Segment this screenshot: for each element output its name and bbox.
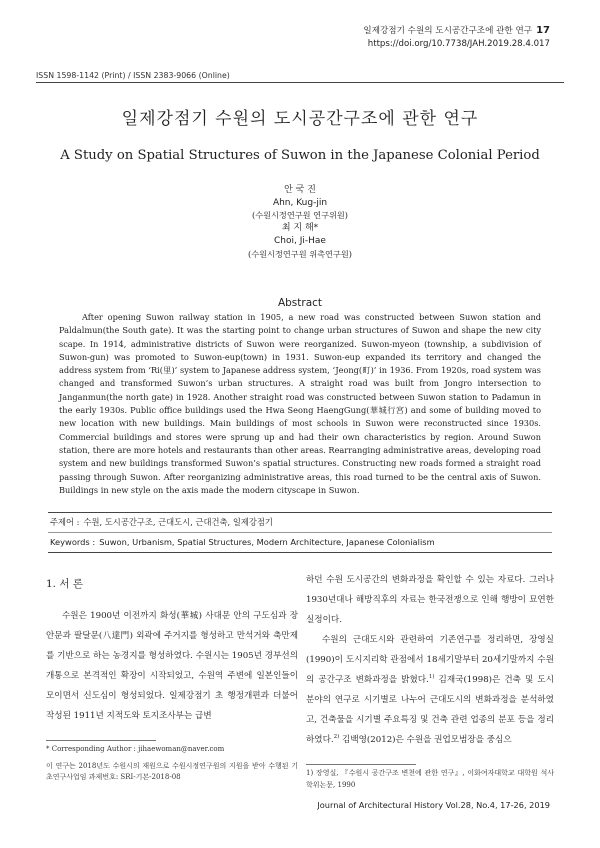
doi-link[interactable]: https://doi.org/10.7738/JAH.2019.28.4.017: [367, 39, 550, 49]
journal-footer: Journal of Architectural History Vol.28, No.4, 17-26, 2019: [317, 800, 550, 810]
intro-paragraph-1: 수원은 1900년 이전까지 화성(華城) 사대문 안의 구도심과 장안문과 팔달문(八達門) 외곽에 주거지를 형성하고 만석거와 축만제를 기반으로 하는 농경지를 형성하였다. 수원시는 1905년 경부선의 개통으로 본격적인 확장이 시작되었고, 수원역 주변에 일본인들이 모이면서 신도심이 형성되었다. 일제강점기 초 행정개편과 더불어 작성된 1911년 지적도와 토지조사부는 급변: [46, 611, 298, 721]
author-1-affiliation: (수원시정연구원 연구위원): [252, 210, 348, 221]
header-rule: [36, 82, 564, 83]
running-header: [363, 24, 550, 51]
author-block: [0, 184, 600, 260]
keywords-korean-label: 주제어 :: [50, 517, 80, 527]
para2-part1: 수원의 근대도시와 관련하여 기존연구를 정리하면, 장영실(1990)이 도시지리학 관점에서 18세기말부터 20세기말까지 수원의 공간구조 변화과정을 밝혔다.: [306, 635, 554, 685]
section-title: 1. 서 론: [46, 578, 83, 590]
keywords-korean-list: 수원, 도시공간구조, 근대도시, 근대건축, 일제강점기: [83, 517, 273, 527]
footnote-rule-left: [46, 740, 156, 741]
author-1-name-en: Ahn, Kug-jin: [272, 197, 328, 208]
footnote-1: 1) 장영실, 『수원시 공간구조 변천에 관한 연구』, 이화여자대학교 대학원 석사학위논문, 1990: [306, 769, 554, 789]
author-2-affiliation: (수원시정연구원 위촉연구원): [248, 248, 352, 259]
keywords-english: [48, 533, 552, 552]
footnote-ref-2[interactable]: 2): [333, 734, 340, 741]
author-1-name-ko: 안 국 진: [284, 185, 316, 195]
keywords-english-list: Suwon, Urbanism, Spatial Structures, Modern Architecture, Japanese Colonialism: [99, 537, 435, 547]
keywords-korean: [48, 513, 552, 532]
abstract-heading: Abstract: [277, 297, 323, 309]
corresponding-author: * Corresponding Author : jihaewoman@naver.com: [46, 745, 225, 753]
title-english: A Study on Spatial Structures of Suwon in the Japanese Colonial Period: [60, 148, 540, 163]
right-column: [306, 570, 554, 791]
keywords-english-label: Keywords :: [50, 537, 96, 547]
intro-paragraph-1-cont: 하던 수원 도시공간의 변화과정을 확인할 수 있는 자료다. 그러나 1930년대나 해방직후의 자료는 한국전쟁으로 인해 행방이 묘연한 실정이다.: [306, 575, 554, 625]
author-2-name-en: Choi, Ji-Hae: [274, 235, 326, 246]
footnote-rule-right: [306, 764, 416, 765]
author-2-name-ko: 최 지 해*: [281, 223, 319, 234]
keywords-box: [48, 512, 552, 553]
para2-part3: 김백영(2012)은 수원을 권업모범장을 중심으: [339, 735, 512, 745]
intro-paragraph-2: [306, 630, 554, 750]
page-number: 17: [536, 25, 550, 36]
running-title: 일제강점기 수원의 도시공간구조에 관한 연구: [363, 26, 533, 36]
left-column: [46, 606, 298, 784]
title-korean: 일제강점기 수원의 도시공간구조에 관한 연구: [121, 109, 479, 129]
abstract-text: After opening Suwon railway station in 1905, a new road was constructed between Suwon station and Paldalmun(the South gate). It was the starting point to change urban structures of Suwon and shape the new city scape. In 1914, administrative districts of Suwon were reorganized. Suwon-myeon (township, a subdivision of Suwon-gun) was promoted to Suwon-eup(town) in 1931. Suwon-eup expanded its territory and changed the address system from ‘Ri(里)’ system to Japanese address system, ‘Jeong(町)’ in 1936. From 1920s, road system was changed and transformed Suwon’s urban structures. A straight road was built from Jongro intersection to Janganmun(the north gate) in 1928. Another straight road was constructed between Suwon station to Padamun in the early 1930s. Public office buildings used the Hwa Seong HaengGung(華城行宮) and some of building moved to new location with new buildings. Main buildings of most schools in Suwon were reconstructed since 1930s. Commercial buildings and stores were sprung up and had their own characteristics by region. Around Suwon station, there are more hotels and restaurants than other areas. Rearranging administrative areas, developing road system and new buildings transformed Suwon’s spatial structures. Constructing new roads formed a straight road passing through Suwon. After reorganizing administrative areas, this road turned to be the central axis of Suwon. Buildings in new style on the axis made the modern cityscape in Suwon.: [59, 312, 541, 495]
footnote-ref-1[interactable]: 1): [428, 674, 435, 681]
para2-part2: 김재국(1998)은 건축 및 도시 분야의 연구로 시기별로 나누어 근대도시의 변화과정을 분석하였고, 건축물을 시기별 주요특징 및 건축 관련 업종의 분포 등을 정리하였다.: [306, 675, 554, 745]
keywords-bottom-rule: [48, 552, 552, 553]
issn-line: ISSN 1598-1142 (Print) / ISSN 2383-9066 (Online): [36, 71, 230, 80]
funding-note: 이 연구는 2018년도 수원시의 재원으로 수원시정연구원의 지원을 받아 수행된 기초연구사업임 과제번호: SRI-기본-2018-08: [46, 761, 298, 781]
